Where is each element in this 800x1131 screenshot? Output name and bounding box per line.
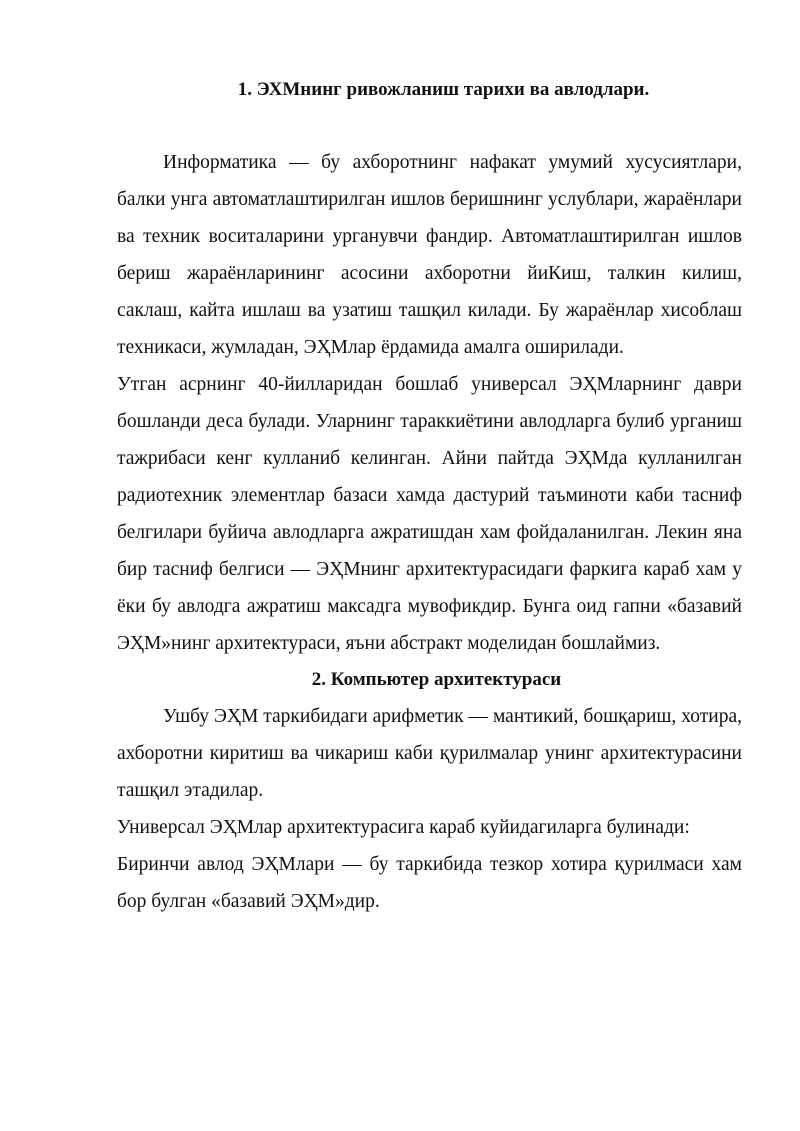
paragraph-architecture-classification: Универсал ЭҲМлар архитектурасига караб куйидагиларга булинади: bbox=[117, 817, 690, 838]
paragraph-first-generation: Биринчи авлод ЭҲМлари — бу таркибида тезкор хотира қурилмаси хам бор булган «базавий ЭҲМ»дир. bbox=[117, 854, 742, 912]
paragraph-informatics-definition: Информатика — бу ахборотнинг нафакат умумий хусусиятлари, балки унга автоматлаштирилган ишлов беришнинг услублари, жараёнлари ва техник воситаларини урганувчи фандир. Автоматлаштирилган ишлов бериш жараёнларининг асосини ахборотни йиКиш, талкин килиш, саклаш, кайта ишлаш ва узатиш ташқил килади. Бу жараёнлар хисоблаш техникаси, жумладан, ЭҲМлар ёрдамида амалга оширилади. bbox=[117, 152, 742, 358]
section-heading-2: 2. Компьютер архитектураси bbox=[311, 669, 562, 690]
paragraph-computer-generations: Утган асрнинг 40-йилларидан бошлаб универсал ЭҲМларнинг даври бошланди деса булади. Уларнинг тараккиётини авлодларга булиб урганиш тажрибаси кенг кулланиб келинган. Айни пайтда ЭҲМда кулланилган радиотехник элементлар базаси хамда дастурий таъминоти каби тасниф белгилари буйича авлодларга ажратишдан хам фойдаланилган. Лекин яна бир тасниф белгиси — ЭҲМнинг архитектурасидаги фаркига караб хам у ёки бу авлодга ажратиш максадга мувофикдир. Бунга оид гапни «базавий ЭҲМ»нинг архитектураси, яъни абстракт моделидан бошлаймиз. bbox=[117, 374, 742, 654]
paragraph-architecture-components: Ушбу ЭҲМ таркибидаги арифметик — мантикий, бошқариш, хотира, ахборотни киритиш ва чикариш каби қурилмалар унинг архитектурасини ташқил этадилар. bbox=[117, 706, 742, 801]
document-body bbox=[117, 72, 742, 920]
section-heading-1: 1. ЭХМнинг ривожланиш тарихи ва авлодлари. bbox=[237, 79, 650, 100]
